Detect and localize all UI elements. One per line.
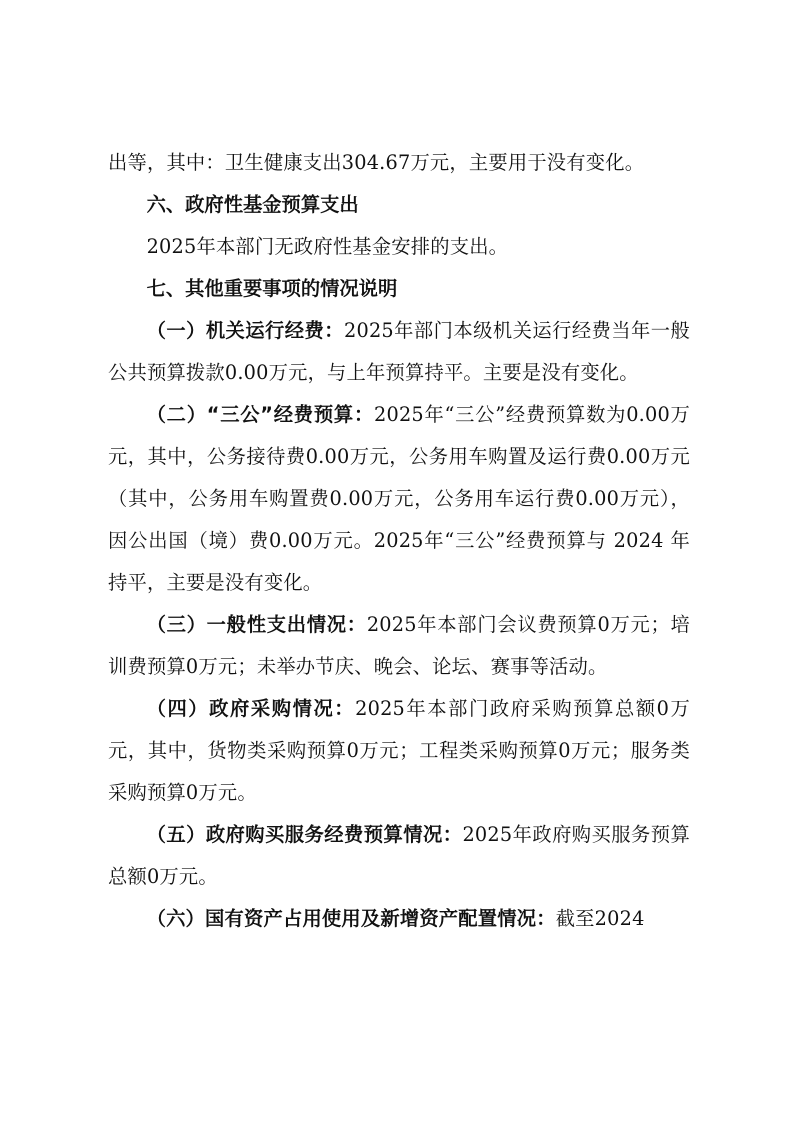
- paragraph-procurement: [108, 688, 690, 814]
- item-lead-procurement: （四）政府采购情况：: [146, 697, 356, 720]
- paragraph-operating-expenses: [108, 310, 690, 394]
- item-lead-state-assets: （六）国有资产占用使用及新增资产配置情况：: [146, 907, 556, 930]
- paragraph-purchased-services: [108, 814, 690, 898]
- paragraph-three-public-expenses: [108, 394, 690, 604]
- item-body-purchased-services: 2025年政府购买服务预算总额0万元。: [108, 823, 690, 888]
- item-body-state-assets: 截至2024: [555, 907, 645, 930]
- paragraph-health-expenditure: 出等，其中：卫生健康支出304.67万元，主要用于没有变化。: [108, 151, 645, 174]
- item-lead-operating-expenses: （一）机关运行经费：: [146, 319, 345, 342]
- item-lead-purchased-services: （五）政府购买服务经费预算情况：: [146, 823, 463, 846]
- document-page: [108, 142, 690, 940]
- item-body-general-expenditure: 2025年本部门会议费预算0万元；培训费预算0万元；未举办节庆、晚会、论坛、赛事等活动。: [108, 613, 691, 678]
- item-lead-three-public-expenses: （二）“三公”经费预算：: [146, 403, 375, 426]
- section-heading-government-fund: 六、政府性基金预算支出: [146, 193, 359, 216]
- item-lead-general-expenditure: （三）一般性支出情况：: [146, 613, 367, 636]
- paragraph-general-expenditure: [108, 604, 690, 688]
- item-body-procurement: 2025年本部门政府采购预算总额0万元，其中，货物类采购预算0万元；工程类采购预算0万元；服务类采购预算0万元。: [108, 697, 690, 804]
- item-body-three-public-expenses: 2025年“三公”经费预算数为0.00万元，其中，公务接待费0.00万元，公务用车购置及运行费0.00万元（其中，公务用车购置费0.00万元，公务用车运行费0.00万元），因公出国（境）费0.00万元。2025年“三公”经费预算与 2024 年持平，主要是没有变化。: [108, 403, 690, 594]
- section-heading-other-matters: 七、其他重要事项的情况说明: [146, 277, 398, 300]
- item-body-operating-expenses: 2025年部门本级机关运行经费当年一般公共预算拨款0.00万元，与上年预算持平。主要是没有变化。: [108, 319, 691, 384]
- paragraph-state-assets: [108, 898, 690, 940]
- paragraph-government-fund: 2025年本部门无政府性基金安排的支出。: [146, 235, 509, 258]
